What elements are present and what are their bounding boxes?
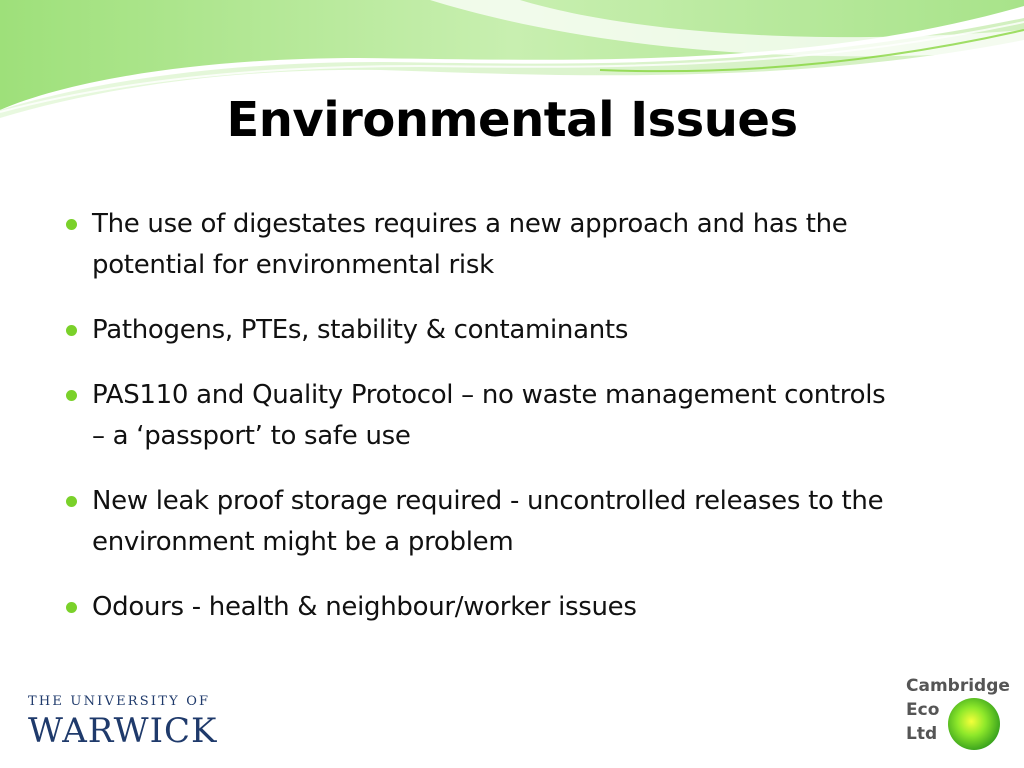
bullet-text-line: PAS110 and Quality Protocol – no waste management controls: [92, 380, 886, 410]
cambridge-eco-logo: [906, 674, 1016, 754]
bullet-dot-icon: [66, 496, 77, 507]
green-orb-icon: [946, 696, 1002, 752]
slide-title: Environmental Issues: [226, 92, 798, 148]
bullet-item: [64, 481, 974, 563]
bullet-text-line: Odours - health & neighbour/worker issues: [92, 592, 637, 622]
cambridge-eco-logo-text: Eco: [906, 700, 940, 720]
warwick-logo-wordmark: WARWICK: [28, 711, 218, 751]
bullet-text-line: potential for environmental risk: [92, 250, 494, 280]
bullet-text-line: – a ‘passport’ to safe use: [92, 421, 411, 451]
bullet-dot-icon: [66, 390, 77, 401]
bullet-dot-icon: [66, 219, 77, 230]
bullet-dot-icon: [66, 325, 77, 336]
bullet-item: [64, 310, 974, 351]
bullet-list: [64, 204, 974, 652]
cambridge-eco-logo-text: Ltd: [906, 724, 938, 744]
bullet-dot-icon: [66, 602, 77, 613]
bullet-item: [64, 375, 974, 457]
bullet-text-line: The use of digestates requires a new approach and has the: [92, 209, 848, 239]
warwick-logo: [28, 694, 228, 754]
bullet-item: [64, 204, 974, 286]
bullet-text-line: environment might be a problem: [92, 527, 514, 557]
cambridge-eco-logo-text: Cambridge: [906, 676, 1010, 696]
warwick-logo-small-text: THE UNIVERSITY OF: [28, 694, 211, 709]
bullet-item: [64, 587, 974, 628]
bullet-text-line: New leak proof storage required - uncontrolled releases to the: [92, 486, 884, 516]
bullet-text-line: Pathogens, PTEs, stability & contaminants: [92, 315, 629, 345]
